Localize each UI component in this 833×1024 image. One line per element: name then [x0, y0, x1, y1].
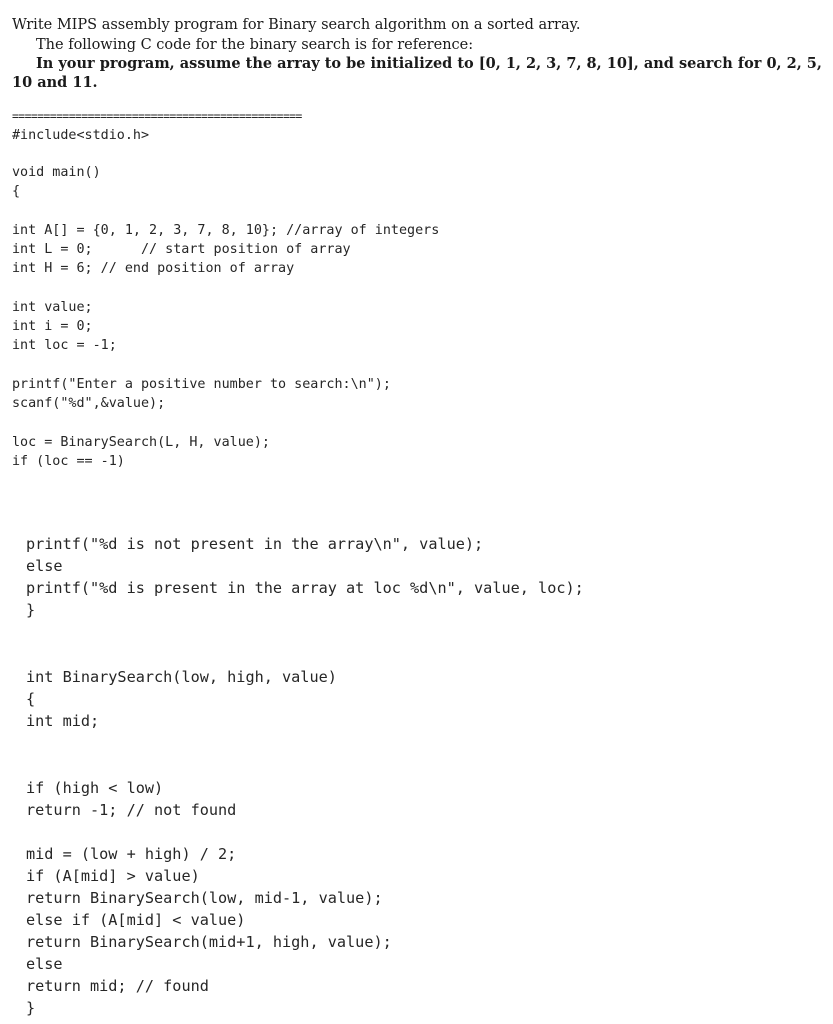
code-bs-if-high-low: if (high < low): [26, 779, 164, 797]
code-bs-signature: int BinarySearch(low, high, value): [26, 668, 337, 686]
code-bs-return-mid: return mid; // found: [26, 977, 209, 995]
code-call-search: loc = BinarySearch(L, H, value);: [12, 435, 270, 450]
code-open-brace: {: [12, 184, 21, 199]
code-bs-return-not-found: return -1; // not found: [26, 801, 237, 819]
code-bs-return-left: return BinarySearch(low, mid-1, value);: [26, 889, 383, 907]
code-scanf: scanf("%d",&value);: [12, 396, 166, 411]
prompt-line-3: In your program, assume the array to be initialized to [0, 1, 2, 3, 7, 8, 10], and search for 0, 2, 5,: [36, 55, 822, 72]
prompt-line-1: Write MIPS assembly program for Binary search algorithm on a sorted array.: [12, 17, 581, 33]
code-if-not-found: if (loc == -1): [12, 454, 125, 469]
code-bs-else: else: [26, 955, 63, 973]
code-printf-absent: printf("%d is not present in the array\n", value);: [26, 535, 484, 553]
code-bs-close-brace: }: [26, 999, 36, 1017]
code-bs-if-greater: if (A[mid] > value): [26, 867, 200, 885]
code-bs-else-if-less: else if (A[mid] < value): [26, 911, 246, 929]
code-decl-array: int A[] = {0, 1, 2, 3, 7, 8, 10}; //array of integers: [12, 223, 440, 238]
code-printf-present: printf("%d is present in the array at loc %d\n", value, loc);: [26, 579, 584, 597]
code-printf-prompt: printf("Enter a positive number to search:\n");: [12, 377, 391, 392]
code-separator: ==============================================: [12, 110, 302, 123]
code-bs-return-right: return BinarySearch(mid+1, high, value);: [26, 933, 392, 951]
code-bs-open-brace: {: [26, 690, 36, 708]
code-bs-mid-decl: int mid;: [26, 712, 100, 730]
code-else: else: [26, 557, 63, 575]
code-decl-value: int value;: [12, 300, 93, 315]
prompt-line-2: The following C code for the binary search is for reference:: [36, 37, 474, 53]
code-close-main: }: [26, 601, 36, 619]
code-decl-loc: int loc = -1;: [12, 338, 117, 353]
code-include: #include<stdio.h>: [12, 128, 150, 143]
code-decl-i: int i = 0;: [12, 319, 93, 334]
code-decl-high: int H = 6; // end position of array: [12, 261, 295, 276]
prompt-line-4: 10 and 11.: [12, 74, 98, 91]
code-main-signature: void main(): [12, 165, 101, 180]
code-bs-mid-calc: mid = (low + high) / 2;: [26, 845, 237, 863]
code-decl-low: int L = 0; // start position of array: [12, 242, 351, 257]
